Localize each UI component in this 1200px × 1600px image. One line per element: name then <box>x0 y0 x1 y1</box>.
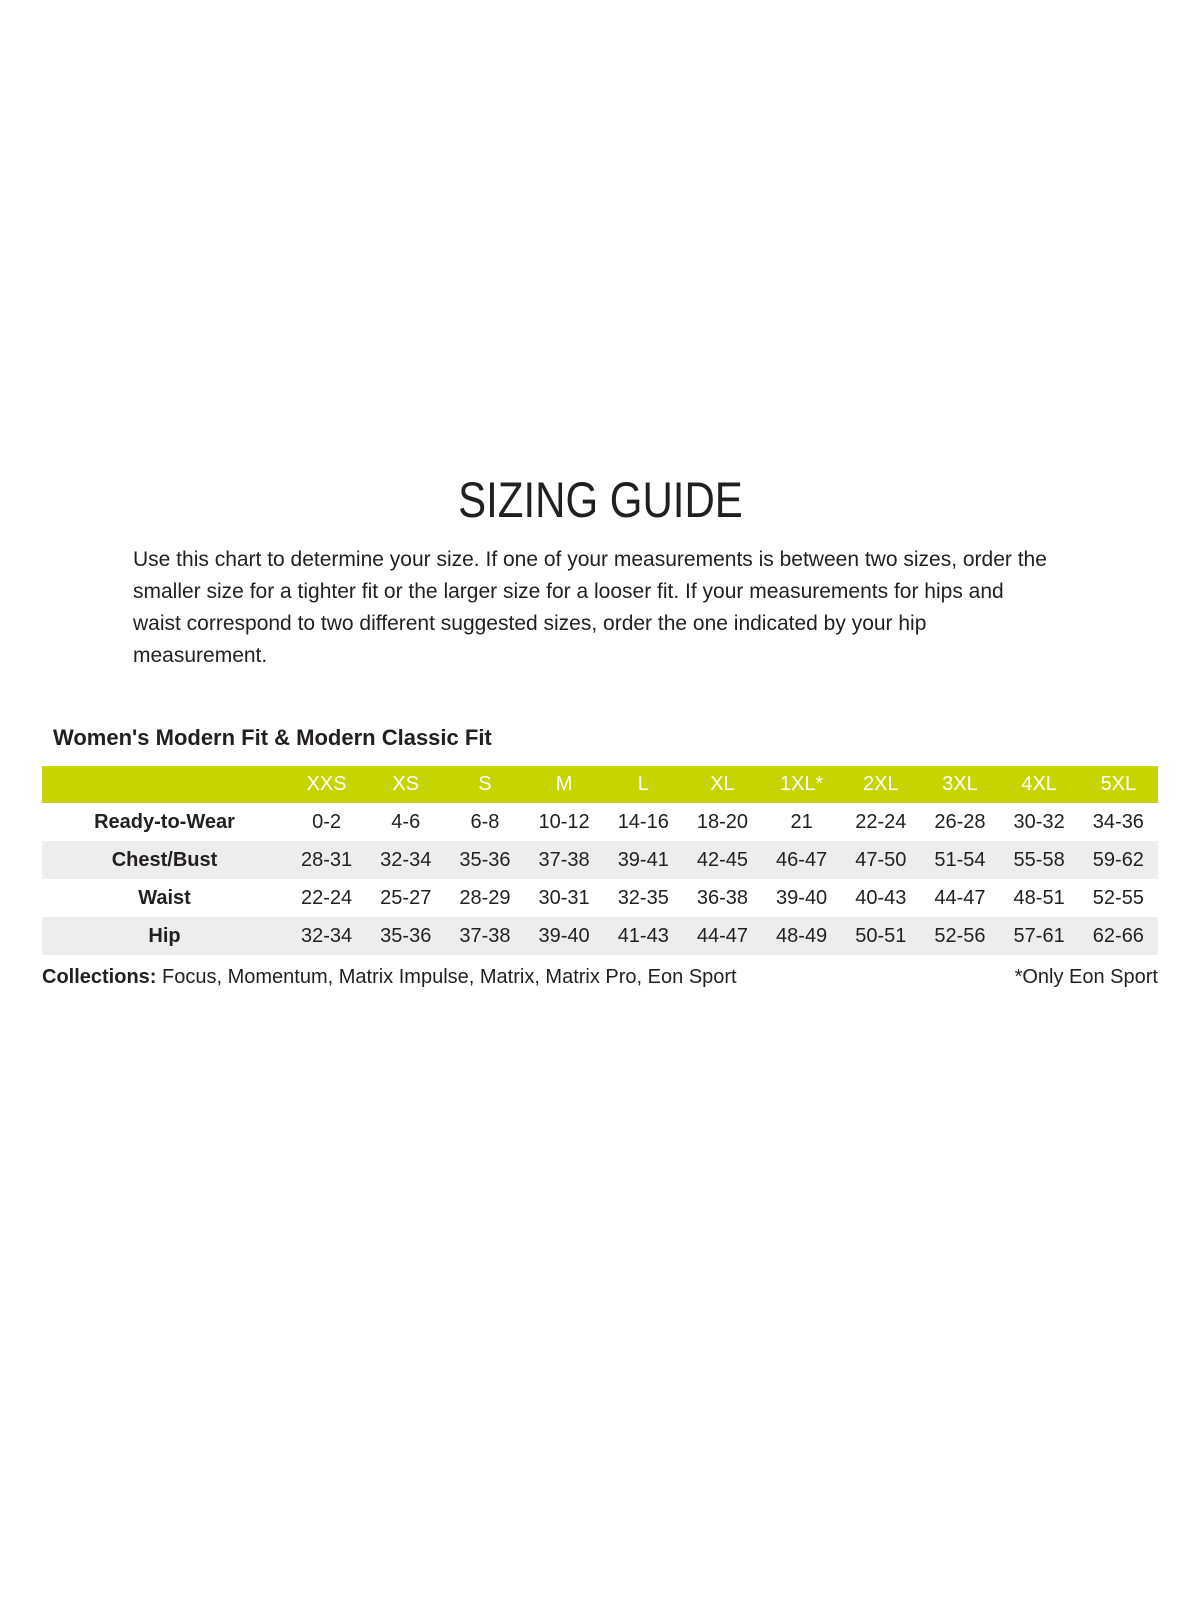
size-chart-table <box>42 766 1158 955</box>
size-cell-hip-xs: 35-36 <box>380 924 432 947</box>
size-cell-ready-to-wear-xs: 4-6 <box>391 810 421 833</box>
size-cell-hip-xxs: 32-34 <box>301 924 353 947</box>
collections-list: Focus, Momentum, Matrix Impulse, Matrix, Matrix Pro, Eon Sport <box>162 966 737 988</box>
size-column-header-xxs: XXS <box>287 766 366 803</box>
size-cell-chest-bust-s: 35-36 <box>459 848 511 871</box>
size-cell-ready-to-wear-4xl: 30-32 <box>1013 810 1065 833</box>
size-table-corner-cell <box>42 766 287 803</box>
footnote: *Only Eon Sport <box>1014 966 1158 988</box>
size-cell-ready-to-wear-xl: 18-20 <box>696 810 749 833</box>
size-cell-chest-bust-5xl: 59-62 <box>1092 848 1144 871</box>
section-title: Women's Modern Fit & Modern Classic Fit <box>53 725 492 750</box>
size-cell-waist-4xl: 48-51 <box>1013 886 1065 909</box>
size-column-header-1xl: 1XL* <box>762 766 841 803</box>
size-cell-ready-to-wear-3xl: 26-28 <box>934 810 986 833</box>
size-column-header-4xl: 4XL <box>1000 766 1079 803</box>
size-column-header-xl: XL <box>683 766 762 803</box>
size-cell-waist-5xl: 52-55 <box>1092 886 1144 909</box>
page-title <box>0 470 1200 530</box>
size-cell-chest-bust-2xl: 47-50 <box>855 848 907 871</box>
size-column-header-3xl: 3XL <box>920 766 999 803</box>
size-cell-hip-l: 41-43 <box>617 924 669 947</box>
size-cell-waist-xxs: 22-24 <box>301 886 353 909</box>
size-column-header-l: L <box>604 766 683 803</box>
row-label-hip: Hip <box>148 924 181 947</box>
size-cell-hip-3xl: 52-56 <box>934 924 986 947</box>
size-cell-hip-xl: 44-47 <box>696 924 749 947</box>
size-cell-hip-2xl: 50-51 <box>855 924 907 947</box>
size-table-header-row <box>42 766 1158 803</box>
size-cell-waist-1xl: 39-40 <box>776 886 828 909</box>
size-cell-ready-to-wear-xxs: 0-2 <box>312 810 342 833</box>
size-cell-hip-4xl: 57-61 <box>1013 924 1065 947</box>
intro-paragraph: Use this chart to determine your size. If one of your measurements is between two sizes, order the smaller size for a tighter fit or the larger size for a looser fit. If your measurements for hips and waist correspond to two different suggested sizes, order the one indicated by your hip measurement. <box>133 548 1047 667</box>
size-cell-chest-bust-1xl: 46-47 <box>776 848 828 871</box>
size-cell-waist-xl: 36-38 <box>696 886 749 909</box>
size-cell-chest-bust-xl: 42-45 <box>696 848 749 871</box>
title-section <box>0 0 1200 530</box>
size-cell-chest-bust-xs: 32-34 <box>380 848 432 871</box>
size-column-header-s: S <box>445 766 524 803</box>
size-cell-waist-3xl: 44-47 <box>934 886 986 909</box>
row-label-chest-bust: Chest/Bust <box>111 848 218 871</box>
size-cell-chest-bust-m: 37-38 <box>538 848 590 871</box>
size-cell-chest-bust-l: 39-41 <box>617 848 669 871</box>
size-cell-waist-m: 30-31 <box>538 886 590 909</box>
size-cell-ready-to-wear-s: 6-8 <box>470 810 500 833</box>
size-column-header-m: M <box>525 766 604 803</box>
size-chart-section <box>42 724 1158 990</box>
collections-line <box>42 964 737 990</box>
size-column-header-5xl: 5XL <box>1079 766 1158 803</box>
size-cell-ready-to-wear-m: 10-12 <box>538 810 590 833</box>
size-cell-chest-bust-4xl: 55-58 <box>1013 848 1065 871</box>
size-cell-ready-to-wear-5xl: 34-36 <box>1092 810 1144 833</box>
collections-label: Collections: <box>42 966 157 988</box>
size-column-header-2xl: 2XL <box>841 766 920 803</box>
table-footer-row <box>42 964 1158 990</box>
size-cell-ready-to-wear-1xl: 21 <box>790 810 813 833</box>
page-title-text: SIZING GUIDE <box>457 472 743 528</box>
size-cell-hip-s: 37-38 <box>459 924 511 947</box>
size-table-row-chest-bust <box>42 841 1158 879</box>
size-cell-waist-2xl: 40-43 <box>855 886 907 909</box>
size-column-header-xs: XS <box>366 766 445 803</box>
size-cell-waist-xs: 25-27 <box>380 886 432 909</box>
size-cell-chest-bust-xxs: 28-31 <box>301 848 353 871</box>
size-cell-waist-l: 32-35 <box>617 886 669 909</box>
size-cell-hip-5xl: 62-66 <box>1092 924 1144 947</box>
row-label-ready-to-wear: Ready-to-Wear <box>94 810 235 833</box>
size-table-row-ready-to-wear <box>42 803 1158 841</box>
size-cell-waist-s: 28-29 <box>459 886 511 909</box>
size-table-row-hip <box>42 917 1158 955</box>
size-table-row-waist <box>42 879 1158 917</box>
row-label-waist: Waist <box>138 886 191 909</box>
size-cell-ready-to-wear-l: 14-16 <box>617 810 669 833</box>
size-cell-ready-to-wear-2xl: 22-24 <box>855 810 907 833</box>
size-cell-hip-1xl: 48-49 <box>776 924 828 947</box>
size-cell-hip-m: 39-40 <box>538 924 590 947</box>
size-cell-chest-bust-3xl: 51-54 <box>934 848 986 871</box>
